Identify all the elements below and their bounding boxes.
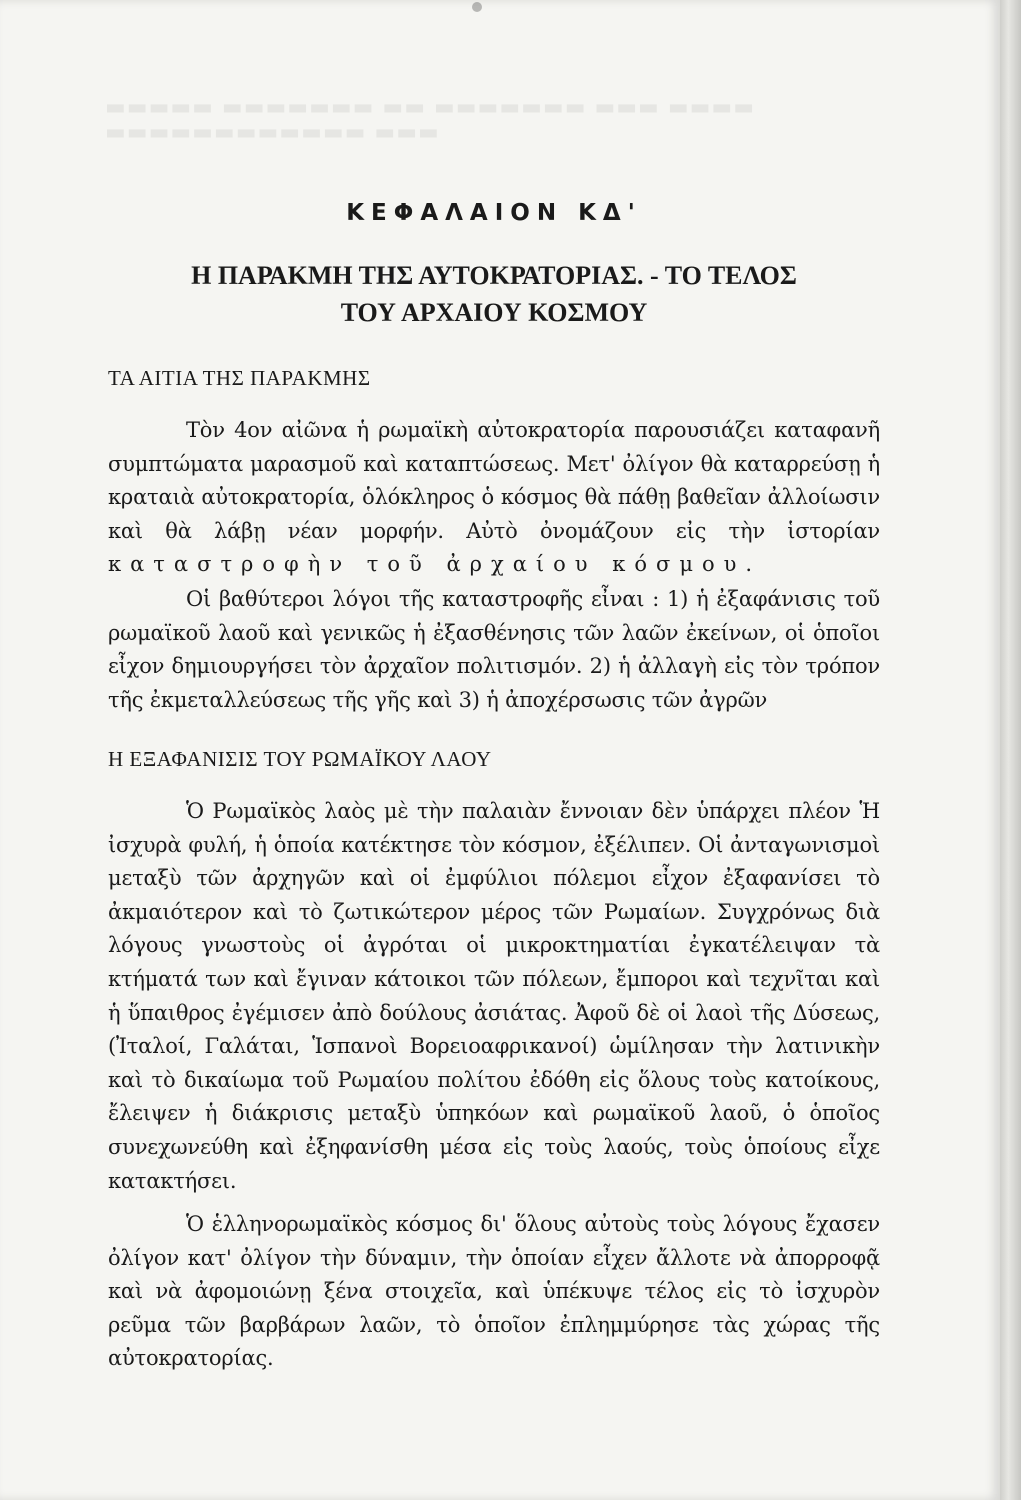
chapter-title — [108, 257, 880, 331]
page-edge — [1000, 0, 1021, 1500]
bleed-through-texture: ▬▬▬▬▬ ▬▬▬▬▬▬▬ ▬▬ ▬▬▬▬▬▬▬ ▬▬▬ ▬▬▬▬ ▬▬▬▬▬▬▬▬▬▬▬▬ ▬▬▬ — [105, 95, 755, 145]
paragraph-text: Τὸν 4ον αἰῶνα ἡ ρωμαϊκὴ αὐτοκρατορία παρουσιάζει καταφανῆ συμπτώματα μαρασμοῦ καὶ καταπτώσεως. Μετ' ὀλίγον θὰ καταρρεύσῃ ἡ κραταιὰ αὐτοκρατορία, ὁλόκληρος ὁ κόσμος θὰ πάθῃ βαθεῖαν ἀλλοίωσιν καὶ θὰ λάβῃ νέαν μορφήν. Αὐτὸ ὀνομάζουν εἰς τὴν ἱστορίαν — [108, 418, 880, 543]
paragraph-causes-2: Οἱ βαθύτεροι λόγοι τῆς καταστροφῆς εἶναι : 1) ἡ ἐξαφάνισις τοῦ ρωμαϊκοῦ λαοῦ καὶ γενικῶς ἡ ἐξασθένησις τῶν λαῶν ἐκείνων, οἱ ὁποῖοι εἶχον δημιουργήσει τὸν ἀρχαῖον πολιτισμόν. 2) ἡ ἀλλαγὴ εἰς τὸν τρόπον τῆς ἐκμεταλλεύσεως τῆς γῆς καὶ 3) ἡ ἀποχέρσωσις τῶν ἀγρῶν — [108, 587, 880, 712]
title-line-2: ΤΟΥ ΑΡΧΑΙΟΥ ΚΟΣΜΟΥ — [340, 298, 648, 327]
section-heading-causes: ΤΑ ΑΙΤΙΑ ΤΗΣ ΠΑΡΑΚΜΗΣ — [108, 366, 371, 390]
section-heading-disappearance: Η ΕΞΑΦΑΝΙΣΙΣ ΤΟΥ ΡΩΜΑΪΚΟΥ ΛΑΟΥ — [108, 747, 492, 771]
chapter-heading: ΚΕΦΑΛΑΙΟΝ ΚΔ' — [346, 200, 642, 226]
paragraph-disappearance-2: Ὁ ἑλληνορωμαϊκὸς κόσμος δι' ὅλους αὐτοὺς τοὺς λόγους ἔχασεν ὀλίγον κατ' ὀλίγον τὴν δύναμιν, τὴν ὁποίαν εἶχεν ἄλλοτε νὰ ἀπορροφᾷ καὶ νὰ ἀφομοιώνῃ ξένα στοιχεῖα, καὶ ὑπέκυψε τέλος εἰς τὸ ἰσχυρὸν ρεῦμα τῶν βαρβάρων λαῶν, τὸ ὁποῖον ἐπλημμύρησε τὰς χώρας τῆς αὐτοκρατορίας. — [108, 1212, 880, 1371]
spaced-emphasis: καταστροφὴν τοῦ ἀρχαίου κόσμου. — [108, 552, 762, 577]
paragraph-disappearance-1: Ὁ Ρωμαϊκὸς λαὸς μὲ τὴν παλαιὰν ἔννοιαν δὲν ὑπάρχει πλέον Ἡ ἰσχυρὰ φυλή, ἡ ὁποία κατέκτησε τὸν κόσμον, ἐξέλιπεν. Οἱ ἀνταγωνισμοὶ μεταξὺ τῶν ἀρχηγῶν καὶ οἱ ἐμφύλιοι πόλεμοι εἶχον ἐξαφανίσει τὸ ἀκμαιότερον καὶ τὸ ζωτικώτερον μέρος τῶν Ρωμαίων. Συγχρόνως διὰ λόγους γνωστοὺς οἱ ἀγρόται οἱ μικροκτηματίαι ἐγκατέλειψαν τὰ κτήματά των καὶ ἔγιναν κάτοικοι τῶν πόλεων, ἔμποροι καὶ τεχνῖται καὶ ἡ ὕπαιθρος ἐγέμισεν ἀπὸ δούλους ἀσιάτας. Ἀφοῦ δὲ οἱ λαοὶ τῆς Δύσεως, (Ἰταλοί, Γαλάται, Ἱσπανοὶ Βορειοαφρικανοί) ὡμίλησαν τὴν λατινικὴν καὶ τὸ δικαίωμα τοῦ Ρωμαίου πολίτου ἐδόθη εἰς ὅλους τοὺς κατοίκους, ἔλειψεν ἡ διάκρισις μεταξὺ ὑπηκόων καὶ ρωμαϊκοῦ λαοῦ, ὁ ὁποῖος συνεχωνεύθη καὶ ἐξηφανίσθη μέσα εἰς τοὺς λαούς, τοὺς ὁποίους εἶχε κατακτήσει. — [108, 799, 880, 1193]
title-line-1: Η ΠΑΡΑΚΜΗ ΤΗΣ ΑΥΤΟΚΡΑΤΟΡΙΑΣ. - ΤΟ ΤΕΛΟΣ — [191, 261, 797, 290]
print-speck — [472, 2, 482, 12]
paragraph-causes-1 — [108, 414, 880, 582]
